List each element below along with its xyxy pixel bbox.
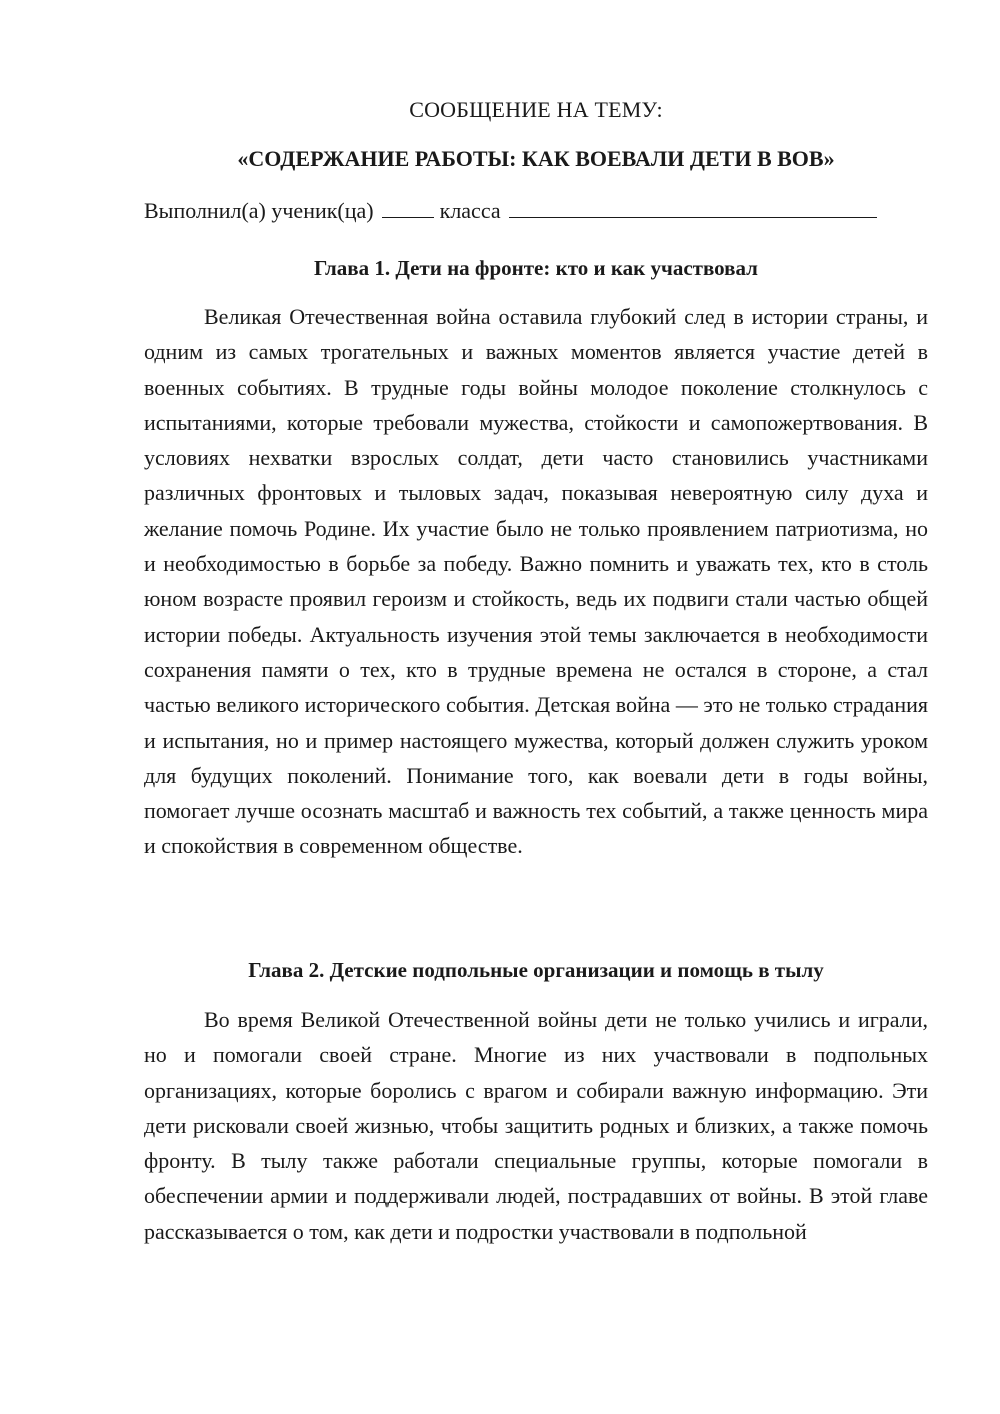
author-prefix: Выполнил(а) ученик(ца) xyxy=(144,198,374,223)
chapter-1-paragraph: Великая Отечественная война оставила глубокий след в истории страны, и одним из самых трогательных и важных моментов является участие детей в военных событиях. В трудные годы войны молодое поколение столкнулось с испытаниями, которые требовали мужества, стойкости и самопожертвования. В условиях нехватки взрослых солдат, дети часто становились участниками различных фронтовых и тыловых задач, показывая невероятную силу духа и желание помочь Родине. Их участие было не только проявлением патриотизма, но и необходимостью в борьбе за победу. Важно помнить и уважать тех, кто в столь юном возрасте проявил героизм и стойкость, ведь их подвиги стали частью общей истории победы. Актуальность изучения этой темы заключается в необходимости сохранения памяти о тех, кто в трудные времена не остался в стороне, а стал частью великого исторического события. Детская война — это не только страдания и испытания, но и пример настоящего мужества, который должен служить уроком для будущих поколений. Понимание того, как воевали дети в годы войны, помогает лучше осознать масштаб и важность тех событий, а также ценность мира и спокойствия в современном обществе. xyxy=(144,304,928,859)
chapter-1-heading: Глава 1. Дети на фронте: кто и как участвовал xyxy=(314,256,758,280)
author-line xyxy=(144,196,928,226)
document-title-line-2: «СОДЕРЖАНИЕ РАБОТЫ: КАК ВОЕВАЛИ ДЕТИ В ВОВ» xyxy=(237,146,835,171)
class-label: класса xyxy=(439,198,501,223)
document-title-line-1: СООБЩЕНИЕ НА ТЕМУ: xyxy=(409,97,663,122)
grade-blank xyxy=(382,197,434,218)
chapter-2-paragraph: Во время Великой Отечественной войны дети не только учились и играли, но и помогали своей стране. Многие из них участвовали в подпольных организациях, которые боролись с врагом и собирали важную информацию. Эти дети рисковали своей жизнью, чтобы защитить родных и близких, а также помочь фронту. В тылу также работали специальные группы, которые помогали в обеспечении армии и поддерживали людей, пострадавших от войны. В этой главе рассказывается о том, как дети и подростки участвовали в подпольной xyxy=(144,1007,928,1244)
chapter-2-heading: Глава 2. Детские подпольные организации и помощь в тылу xyxy=(248,958,824,982)
name-blank xyxy=(509,197,877,218)
